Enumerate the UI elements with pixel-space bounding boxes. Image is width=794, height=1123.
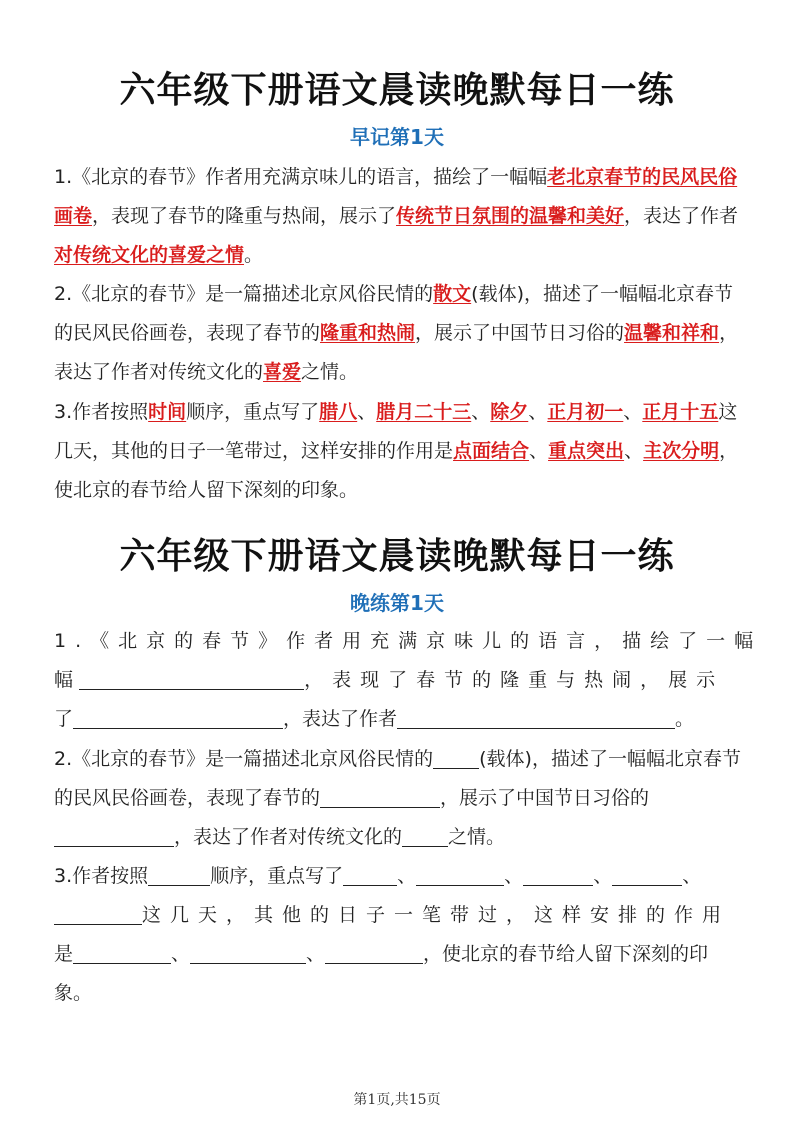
text: ，展示了中国节日习俗的: [415, 322, 625, 344]
answer-blank[interactable]: [325, 941, 423, 964]
text: 3.作者按照: [54, 865, 149, 887]
answer: 老北京春节的民风民俗画卷: [54, 166, 738, 227]
answer-blank[interactable]: [148, 863, 210, 886]
separator: 、: [171, 943, 191, 965]
answer: 正月初一: [547, 401, 624, 423]
answer: 温馨和祥和: [624, 322, 720, 344]
answer-blank[interactable]: [433, 746, 479, 769]
text: 顺序，重点写了: [186, 401, 320, 423]
answer-blank[interactable]: [523, 863, 593, 886]
answer-blank[interactable]: [54, 902, 142, 925]
text: 幅: [54, 669, 74, 691]
text: ，表现了春节的隆重与热闹，展示了: [92, 205, 397, 227]
answer-blank[interactable]: [79, 667, 304, 690]
text: (载体)，描述了一幅幅北京春节的民风民俗画卷，表现了春节的: [54, 748, 741, 809]
answer: 腊月二十三: [376, 401, 472, 423]
answer-blank[interactable]: [343, 863, 397, 886]
answer-blank[interactable]: [73, 941, 171, 964]
separator: 、: [624, 440, 644, 462]
text: ，表达了作者: [624, 205, 739, 227]
answer-blank[interactable]: [54, 824, 174, 847]
evening-item-1: [54, 622, 763, 739]
text: 了: [54, 708, 74, 730]
page-number: 第1页,共15页: [353, 1092, 441, 1108]
separator: 、: [528, 401, 548, 423]
text: 之情。: [301, 361, 359, 383]
separator: 、: [306, 943, 326, 965]
separator: 、: [471, 401, 491, 423]
text: ，使北京的春节给人留下深刻的印象。: [54, 943, 709, 1004]
answer: 时间: [148, 401, 187, 423]
text: 是: [54, 943, 74, 965]
text: 。: [244, 244, 264, 266]
answer-blank[interactable]: [190, 941, 306, 964]
answer: 散文: [433, 283, 472, 305]
answer: 除夕: [490, 401, 529, 423]
text: ，展示了中国节日习俗的: [440, 787, 650, 809]
answer-blank[interactable]: [612, 863, 682, 886]
text: 2.《北京的春节》是一篇描述北京风俗民情的: [54, 748, 434, 770]
separator: 、: [682, 865, 702, 887]
evening-title: 六年级下册语文晨读晚默每日一练: [119, 535, 675, 577]
separator: 、: [593, 865, 613, 887]
morning-item-2: [54, 275, 744, 392]
line: [54, 700, 744, 739]
line: [54, 622, 763, 661]
text: 之情。: [448, 826, 506, 848]
answer-blank[interactable]: [397, 706, 675, 729]
answer: 主次分明: [643, 440, 720, 462]
morning-title: 六年级下册语文晨读晚默每日一练: [119, 69, 675, 111]
line: [54, 661, 744, 700]
text: ，表达了作者: [283, 708, 398, 730]
evening-item-3: [54, 857, 744, 1013]
text: (载体)，描述了一幅幅北京春节的民风民俗画卷，表现了春节的: [54, 283, 733, 344]
answer: 腊八: [319, 401, 358, 423]
text: ，使北京的春节给人留下深刻的印象。: [54, 440, 739, 501]
answer: 隆重和热闹: [320, 322, 416, 344]
text: 1.《北京的春节》作者用充满京味儿的语言，描绘了一幅幅: [54, 166, 548, 188]
text: 。: [675, 708, 695, 730]
text: ，表达了作者对传统文化的: [174, 826, 403, 848]
text: 这几天，其他的日子一笔带过，这样安排的作用: [142, 904, 731, 926]
text: 1.《北京的春节》作者用充满京味儿的语言，描绘了一幅: [54, 630, 763, 652]
text: 2.《北京的春节》是一篇描述北京风俗民情的: [54, 283, 434, 305]
answer: 传统节日氛围的温馨和美好: [396, 205, 625, 227]
answer: 喜爱: [263, 361, 302, 383]
text: 3.作者按照: [54, 401, 149, 423]
answer: 点面结合: [453, 440, 530, 462]
morning-item-1: [54, 158, 744, 275]
text: ，表现了春节的隆重与热闹，展示: [304, 669, 725, 691]
answer: 对传统文化的喜爱之情: [54, 244, 245, 266]
answer: 正月十五: [642, 401, 719, 423]
answer: 重点突出: [548, 440, 625, 462]
separator: 、: [623, 401, 643, 423]
morning-subtitle: 早记第1天: [350, 125, 444, 149]
text: 这几天，其他的日子一笔带过，这样安排的作用是: [54, 401, 738, 462]
answer-blank[interactable]: [402, 824, 448, 847]
answer-blank[interactable]: [416, 863, 504, 886]
separator: 、: [504, 865, 524, 887]
morning-item-3: [54, 393, 744, 510]
separator: 、: [529, 440, 549, 462]
text: 顺序，重点写了: [210, 865, 344, 887]
evening-item-2: [54, 740, 744, 857]
evening-subtitle: 晚练第1天: [350, 591, 444, 615]
answer-blank[interactable]: [73, 706, 283, 729]
separator: 、: [357, 401, 377, 423]
separator: 、: [397, 865, 417, 887]
text: ，表达了作者对传统文化的: [54, 322, 739, 383]
answer-blank[interactable]: [320, 785, 440, 808]
